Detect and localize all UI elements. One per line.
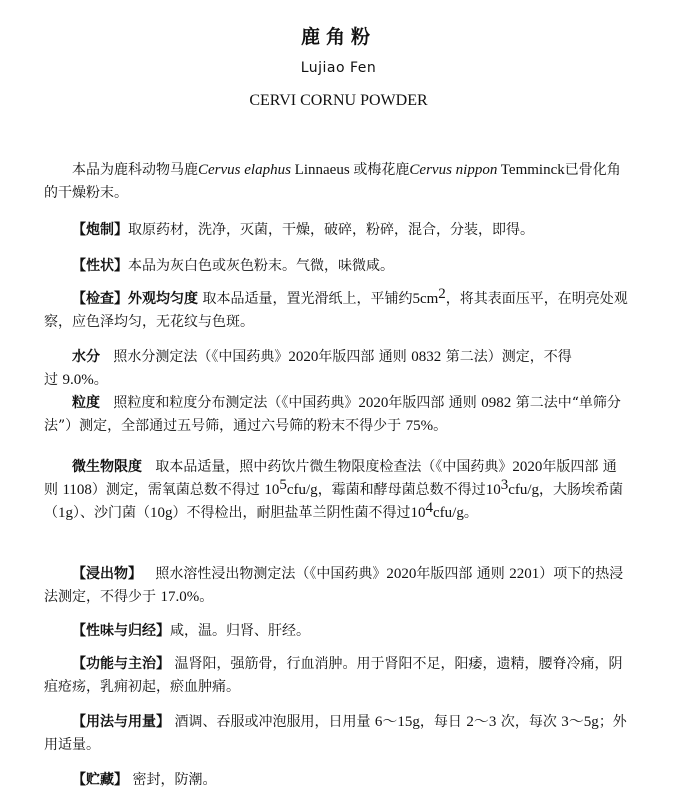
lidu-heading: 粒度 (72, 395, 100, 411)
intro-text-2: 或梅花鹿 (353, 162, 410, 178)
jiancha-text-2: ，将其表面压平，在明亮处观察，应色泽均匀，无花纹与色斑。 (44, 291, 628, 330)
gongneng-section (44, 653, 634, 699)
xingzhuang-section (44, 255, 634, 278)
intro-paragraph (44, 159, 634, 205)
gongneng-text: 温肾阳，强筋骨，行血消肿。用于肾阳不足，阳痿，遗精，腰脊冷痛，阴疽疮疡，乳痈初起，瘀血肿痛。 (44, 656, 623, 695)
intro-text-3: 已骨化角的干燥粉末。 (44, 162, 621, 201)
jcw-text-4: 。 (199, 589, 214, 605)
jiancha-text-1: 取本品适量，置光滑纸上，平铺约 (202, 291, 413, 307)
bile-limit-base: 10 (410, 505, 426, 521)
jcw-text-3: ）项下的热浸法测定，不得少于 (44, 566, 624, 605)
wsw-text-6: ）、沙门菌（ (73, 505, 150, 521)
area-exponent: 2 (438, 286, 446, 302)
paozhi-text: 取原药材，洗净，灭菌，干燥，破碎，粉碎，混合，分装，即得。 (128, 222, 534, 238)
daily-dose: 6～15g (374, 714, 420, 730)
times-per-day: 2～3 (466, 714, 497, 730)
lidu-year: 2020 (358, 395, 389, 411)
weishengwu-section (44, 456, 634, 525)
shuifen-text-4: 。 (93, 372, 108, 388)
gongneng-heading: 【功能与主治】 (72, 656, 170, 672)
zhucang-section (44, 769, 634, 792)
lidu-text-3: 第二法中“单筛分法”）测定，全部通过五号筛，通过六号筛的粉末不得少于 (44, 395, 621, 434)
lidu-text-1: 照粒度和粒度分布测定法（《中国药典》 (113, 395, 359, 411)
wsw-text-1: 取本品适量，照中药饮片微生物限度检查法（《中国药典》 (155, 459, 513, 475)
xingwei-text: 咸，温。归肾、肝经。 (170, 623, 310, 639)
xingwei-section (44, 620, 634, 643)
lidu-limit: 75% (405, 418, 434, 434)
author-linnaeus: Linnaeus (290, 162, 354, 178)
jinchuwu-section (44, 563, 634, 609)
author-temminck: Temminck (497, 162, 565, 178)
shuifen-limit: 9.0% (62, 372, 94, 388)
salmonella-sample: 10g (150, 505, 173, 521)
lidu-text-4: 。 (433, 418, 448, 434)
aerobic-limit-unit: cfu/g (286, 482, 318, 498)
shuifen-text-1: 照水分测定法（《中国药典》 (113, 349, 289, 365)
aerobic-limit-exp: 5 (279, 477, 287, 493)
shuifen-heading: 水分 (72, 349, 100, 365)
ecoli-sample: 1g (58, 505, 73, 521)
lidu-section (44, 392, 634, 438)
species-cervus-elaphus: Cervus elaphus (198, 162, 291, 178)
jcw-rule: 2201 (509, 566, 540, 582)
xingzhuang-heading: 【性状】 (72, 258, 128, 274)
wsw-text-2: 年版四部 通则 (44, 459, 617, 498)
zhucang-heading: 【贮藏】 (72, 772, 128, 788)
yongfa-text-2: ，每日 (419, 714, 462, 730)
yongfa-section (44, 711, 634, 757)
weishengwu-heading: 微生物限度 (72, 459, 142, 475)
wsw-text-4: ，霉菌和酵母菌总数不得过 (317, 482, 486, 498)
area-value: 5cm (412, 291, 439, 307)
jcw-text-1: 照水溶性浸出物测定法（《中国药典》 (155, 566, 387, 582)
zhucang-text: 密封，防潮。 (132, 772, 217, 788)
paozhi-section (44, 219, 634, 242)
shuifen-year: 2020 (288, 349, 319, 365)
pinyin-name: Lujiao Fen (300, 60, 377, 76)
mold-limit-base: 10 (485, 482, 501, 498)
yongfa-text-4: ；外用适量。 (44, 714, 627, 753)
wsw-text-7: ）不得检出，耐胆盐革兰阴性菌不得过 (172, 505, 411, 521)
single-dose: 3～5g (561, 714, 599, 730)
aerobic-limit-base: 10 (264, 482, 280, 498)
species-cervus-nippon: Cervus nippon (409, 162, 498, 178)
bile-limit-exp: 4 (425, 500, 433, 516)
jcw-limit: 17.0% (160, 589, 200, 605)
shuifen-text-3: 第二法）测定，不得过 (44, 349, 572, 388)
shuifen-rule: 0832 (411, 349, 442, 365)
yongfa-text-1: 酒调、吞服或冲泡服用，日用量 (174, 714, 371, 730)
wsw-text-3: ）测定，需氧菌总数不得过 (91, 482, 260, 498)
jcw-text-2: 年版四部 通则 (416, 566, 505, 582)
intro-text-1: 本品为鹿科动物马鹿 (72, 162, 198, 178)
wsw-text-8: 。 (463, 505, 478, 521)
wsw-rule: 1108 (62, 482, 92, 498)
jcw-year: 2020 (386, 566, 417, 582)
jiancha-section (44, 288, 634, 334)
paozhi-heading: 【炮制】 (72, 222, 128, 238)
yongfa-text-3: 次，每次 (500, 714, 557, 730)
wsw-year: 2020 (512, 459, 543, 475)
lidu-text-2: 年版四部 通则 (388, 395, 477, 411)
shuifen-text-2: 年版四部 通则 (318, 349, 407, 365)
jiancha-heading: 【检查】外观均匀度 (72, 291, 198, 307)
bile-limit-unit: cfu/g (433, 505, 464, 521)
mold-limit-exp: 3 (500, 477, 509, 493)
lidu-rule: 0982 (481, 395, 512, 411)
mold-limit-unit: cfu/g (508, 482, 540, 498)
shuifen-section (44, 346, 634, 392)
jinchuwu-heading: 【浸出物】 (72, 566, 142, 582)
wsw-text-5: ，大肠埃希菌（ (44, 482, 624, 521)
latin-name: CERVI CORNU POWDER (249, 92, 428, 109)
xingzhuang-text: 本品为灰白色或灰色粉末。气微，味微咸。 (128, 258, 394, 274)
page-title: 鹿角粉 (300, 26, 376, 48)
yongfa-heading: 【用法与用量】 (72, 714, 170, 730)
xingwei-heading: 【性味与归经】 (72, 623, 170, 639)
